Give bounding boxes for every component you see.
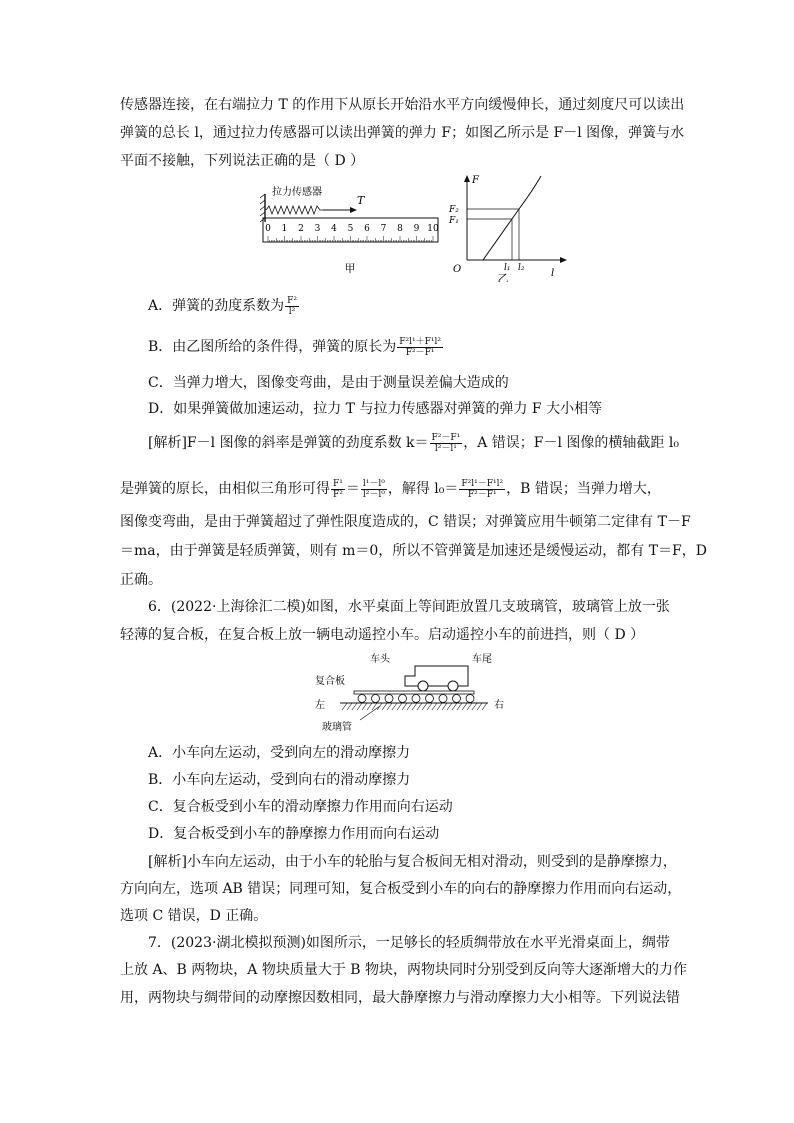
fraction-denominator: F²－F¹ (405, 347, 435, 358)
q5-option-b-text: B．由乙图所给的条件得，弹簧的原长为 (148, 339, 397, 355)
ruler-tick-label: 10 (427, 224, 439, 234)
spring (266, 206, 323, 214)
glass-tube (385, 695, 393, 703)
hatch-line (387, 703, 392, 710)
glass-tube (399, 695, 407, 703)
q5-analysis-line-5: 正确。 (120, 572, 162, 588)
q6-option-b: B．小车向左运动，受到向右的滑动摩擦力 (148, 772, 411, 788)
fraction-denominator: l² (288, 306, 296, 317)
q5-option-d: D．如果弹簧做加速运动，拉力 T 与拉力传感器对弹簧的弹力 F 大小相等 (148, 401, 603, 417)
analysis-text: 是弹簧的原长，由相似三角形可得 (120, 481, 330, 497)
ruler-tick-label: 7 (380, 224, 387, 234)
hatch-line (447, 703, 452, 710)
ruler-ticks (265, 224, 439, 242)
x-axis-label: l (551, 268, 555, 279)
car-body (405, 666, 468, 686)
hatch-line (472, 703, 477, 710)
hatch-line (417, 703, 422, 710)
glass-tube (466, 695, 474, 703)
l1-label: l₁ (504, 263, 511, 273)
hatch-line (392, 703, 397, 710)
ruler-tick-label: 1 (281, 224, 288, 234)
force-label: T (357, 194, 365, 207)
ruler-tick-label: 5 (347, 224, 354, 234)
car-front-wheel (418, 681, 428, 691)
analysis-text: [解析]F－l 图像的斜率是弹簧的劲度系数 k＝ (148, 435, 429, 451)
hatch-line (357, 703, 362, 710)
y-axis-label: F (472, 175, 479, 186)
q5-stem-line-3: 平面不接触，下列说法正确的是（ D ） (120, 153, 365, 169)
q6-analysis-line-1: [解析]小车向左运动，由于小车的轮胎与复合板间无相对滑动，则受到的是静摩擦力， (148, 854, 677, 870)
hatch-line (347, 703, 352, 710)
q5-analysis-line-1 (148, 428, 708, 458)
q5-option-a (148, 293, 708, 319)
hatch-line (457, 703, 462, 710)
fraction-numerator: F² (287, 295, 297, 306)
analysis-text: ，解得 l₀＝ (387, 481, 459, 497)
composite-board (354, 691, 474, 694)
ratio-fraction-l (361, 479, 387, 500)
hatch-line (442, 703, 447, 710)
ruler-tick-label: 2 (298, 224, 304, 234)
board-label: 复合板 (315, 676, 345, 687)
caption-yi: 乙 (497, 272, 509, 282)
hatch-line (412, 703, 417, 710)
ruler-tick-label: 8 (397, 224, 403, 234)
fraction-numerator: F¹ (333, 478, 343, 489)
fraction-numerator: F²l¹－F¹l² (461, 478, 504, 489)
hatch-line (362, 703, 367, 710)
ruler-tick-label: 3 (314, 224, 321, 234)
solution-fraction (459, 479, 505, 500)
q6-option-c: C．复合板受到小车的滑动摩擦力作用而向右运动 (148, 799, 453, 815)
q7-stem-line-1: 7．(2023·湖北模拟预测)如图所示，一足够长的轻质绸带放在水平光滑桌面上，绸带 (148, 935, 670, 951)
hatch-line (352, 703, 357, 710)
analysis-text: ，B 错误；当弹力增大， (506, 481, 661, 497)
q6-option-a: A．小车向左运动，受到向左的滑动摩擦力 (148, 745, 411, 761)
ruler-tick-label: 9 (413, 224, 420, 234)
table-hatch (342, 703, 487, 710)
hatch-line (482, 703, 487, 710)
glass-tube (358, 695, 366, 703)
glass-tube (453, 695, 461, 703)
arrow-head (350, 207, 357, 213)
y-axis-arrow (464, 175, 470, 182)
glass-tube (439, 695, 447, 703)
origin-label: O (453, 264, 462, 275)
analysis-text: ，A 错误；F－l 图像的横轴截距 l₀ (463, 435, 679, 451)
graph-curve (519, 176, 541, 209)
figure-q6 (310, 648, 520, 738)
equals-sign: ＝ (345, 481, 360, 497)
hatch-line (382, 703, 387, 710)
figure-yi (445, 172, 575, 282)
q6-stem-line-1: 6．(2022·上海徐汇二模)如图，水平桌面上等间距放置几支玻璃管，玻璃管上放一张 (148, 599, 670, 615)
hatch-line (432, 703, 437, 710)
q6-stem-line-2: 轻薄的复合板，在复合板上放一辆电动遥控小车。启动遥控小车的前进挡，则（ D ） (120, 627, 645, 643)
hatch-line (477, 703, 482, 710)
ruler-tick-label: 6 (364, 224, 370, 234)
hatch-line (397, 703, 402, 710)
hatch-line (452, 703, 457, 710)
hatch-line (422, 703, 427, 710)
glass-tube (412, 695, 420, 703)
ruler-tick-label: 4 (331, 224, 337, 234)
q5-analysis-line-4: ＝ma，由于弹簧是轻质弹簧，则有 m＝0，所以不管弹簧是加速还是缓慢运动，都有 T＝F，D (120, 543, 707, 559)
sensor-label: 拉力传感器 (272, 187, 322, 198)
q7-stem-line-3: 用，两物块与绸带间的动摩擦因数相同，最大静摩擦力与滑动摩擦力大小相等。下列说法错 (120, 990, 680, 1006)
hatch-line (367, 703, 372, 710)
hatch-line (437, 703, 442, 710)
hatch-line (402, 703, 407, 710)
f2-label: F₂ (449, 205, 459, 215)
glass-tube (426, 695, 434, 703)
slope-fraction (430, 433, 463, 454)
q6-option-d: D．复合板受到小车的静摩擦力作用而向右运动 (148, 826, 440, 842)
head-label: 车头 (370, 654, 390, 665)
right-label: 右 (494, 700, 504, 711)
fraction-denominator: l²－l¹ (434, 443, 457, 454)
left-label: 左 (315, 700, 325, 711)
q5-option-a-fraction (285, 296, 299, 317)
fraction-numerator: F²l¹＋F¹l² (399, 336, 441, 347)
q5-analysis-line-2 (120, 474, 680, 504)
glass-tubes (358, 695, 474, 703)
graph-straight (483, 209, 519, 260)
q5-option-b (148, 334, 708, 360)
figure-jia (260, 180, 450, 280)
q5-stem-line-2: 弹簧的总长 l，通过拉力传感器可以读出弹簧的弹力 F；如图乙所示是 F－l 图像，弹簧与水 (120, 125, 685, 141)
fraction-numerator: l¹－l⁰ (362, 478, 385, 489)
tube-label: 玻璃管 (322, 722, 352, 733)
q6-analysis-line-3: 选项 C 错误，D 正确。 (120, 908, 268, 924)
q5-option-b-fraction (397, 337, 443, 358)
hatch-line (407, 703, 412, 710)
fraction-denominator: F²－F¹ (467, 489, 497, 500)
ratio-fraction-f (331, 479, 345, 500)
x-axis-arrow (560, 257, 567, 263)
q5-analysis-line-3: 图像变弯曲，是由于弹簧超过了弹性限度造成的，C 错误；对弹簧应用牛顿第二定律有 T－F (120, 514, 691, 530)
q5-option-a-text: A．弹簧的劲度系数为 (148, 298, 285, 314)
caption-jia: 甲 (344, 262, 356, 275)
ruler-tick-label: 0 (265, 224, 271, 234)
hatch-line (467, 703, 472, 710)
fraction-numerator: F²－F¹ (431, 432, 461, 443)
q7-stem-line-2: 上放 A、B 两物块，A 物块质量大于 B 物块，两物块同时分别受到反向等大逐渐增大的力作 (120, 962, 688, 978)
tail-label: 车尾 (472, 654, 492, 665)
q5-stem-line-1: 传感器连接，在右端拉力 T 的作用下从原长开始沿水平方向缓慢伸长，通过刻度尺可以读出 (120, 97, 685, 113)
car-rear-wheel (448, 681, 458, 691)
l2-label: l₂ (518, 263, 525, 273)
fraction-denominator: l²－l⁰ (362, 489, 385, 500)
q6-analysis-line-2: 方向向左，选项 AB 错误；同理可知，复合板受到小车的向右的静摩擦力作用而向右运动， (120, 881, 682, 897)
f1-label: F₁ (449, 216, 459, 226)
glass-tube (372, 695, 380, 703)
fraction-denominator: F² (333, 489, 343, 500)
hatch-line (462, 703, 467, 710)
q5-option-c: C．当弹力增大，图像变弯曲，是由于测量误差偏大造成的 (148, 375, 509, 391)
hatch-line (427, 703, 432, 710)
hatch-line (342, 703, 347, 710)
